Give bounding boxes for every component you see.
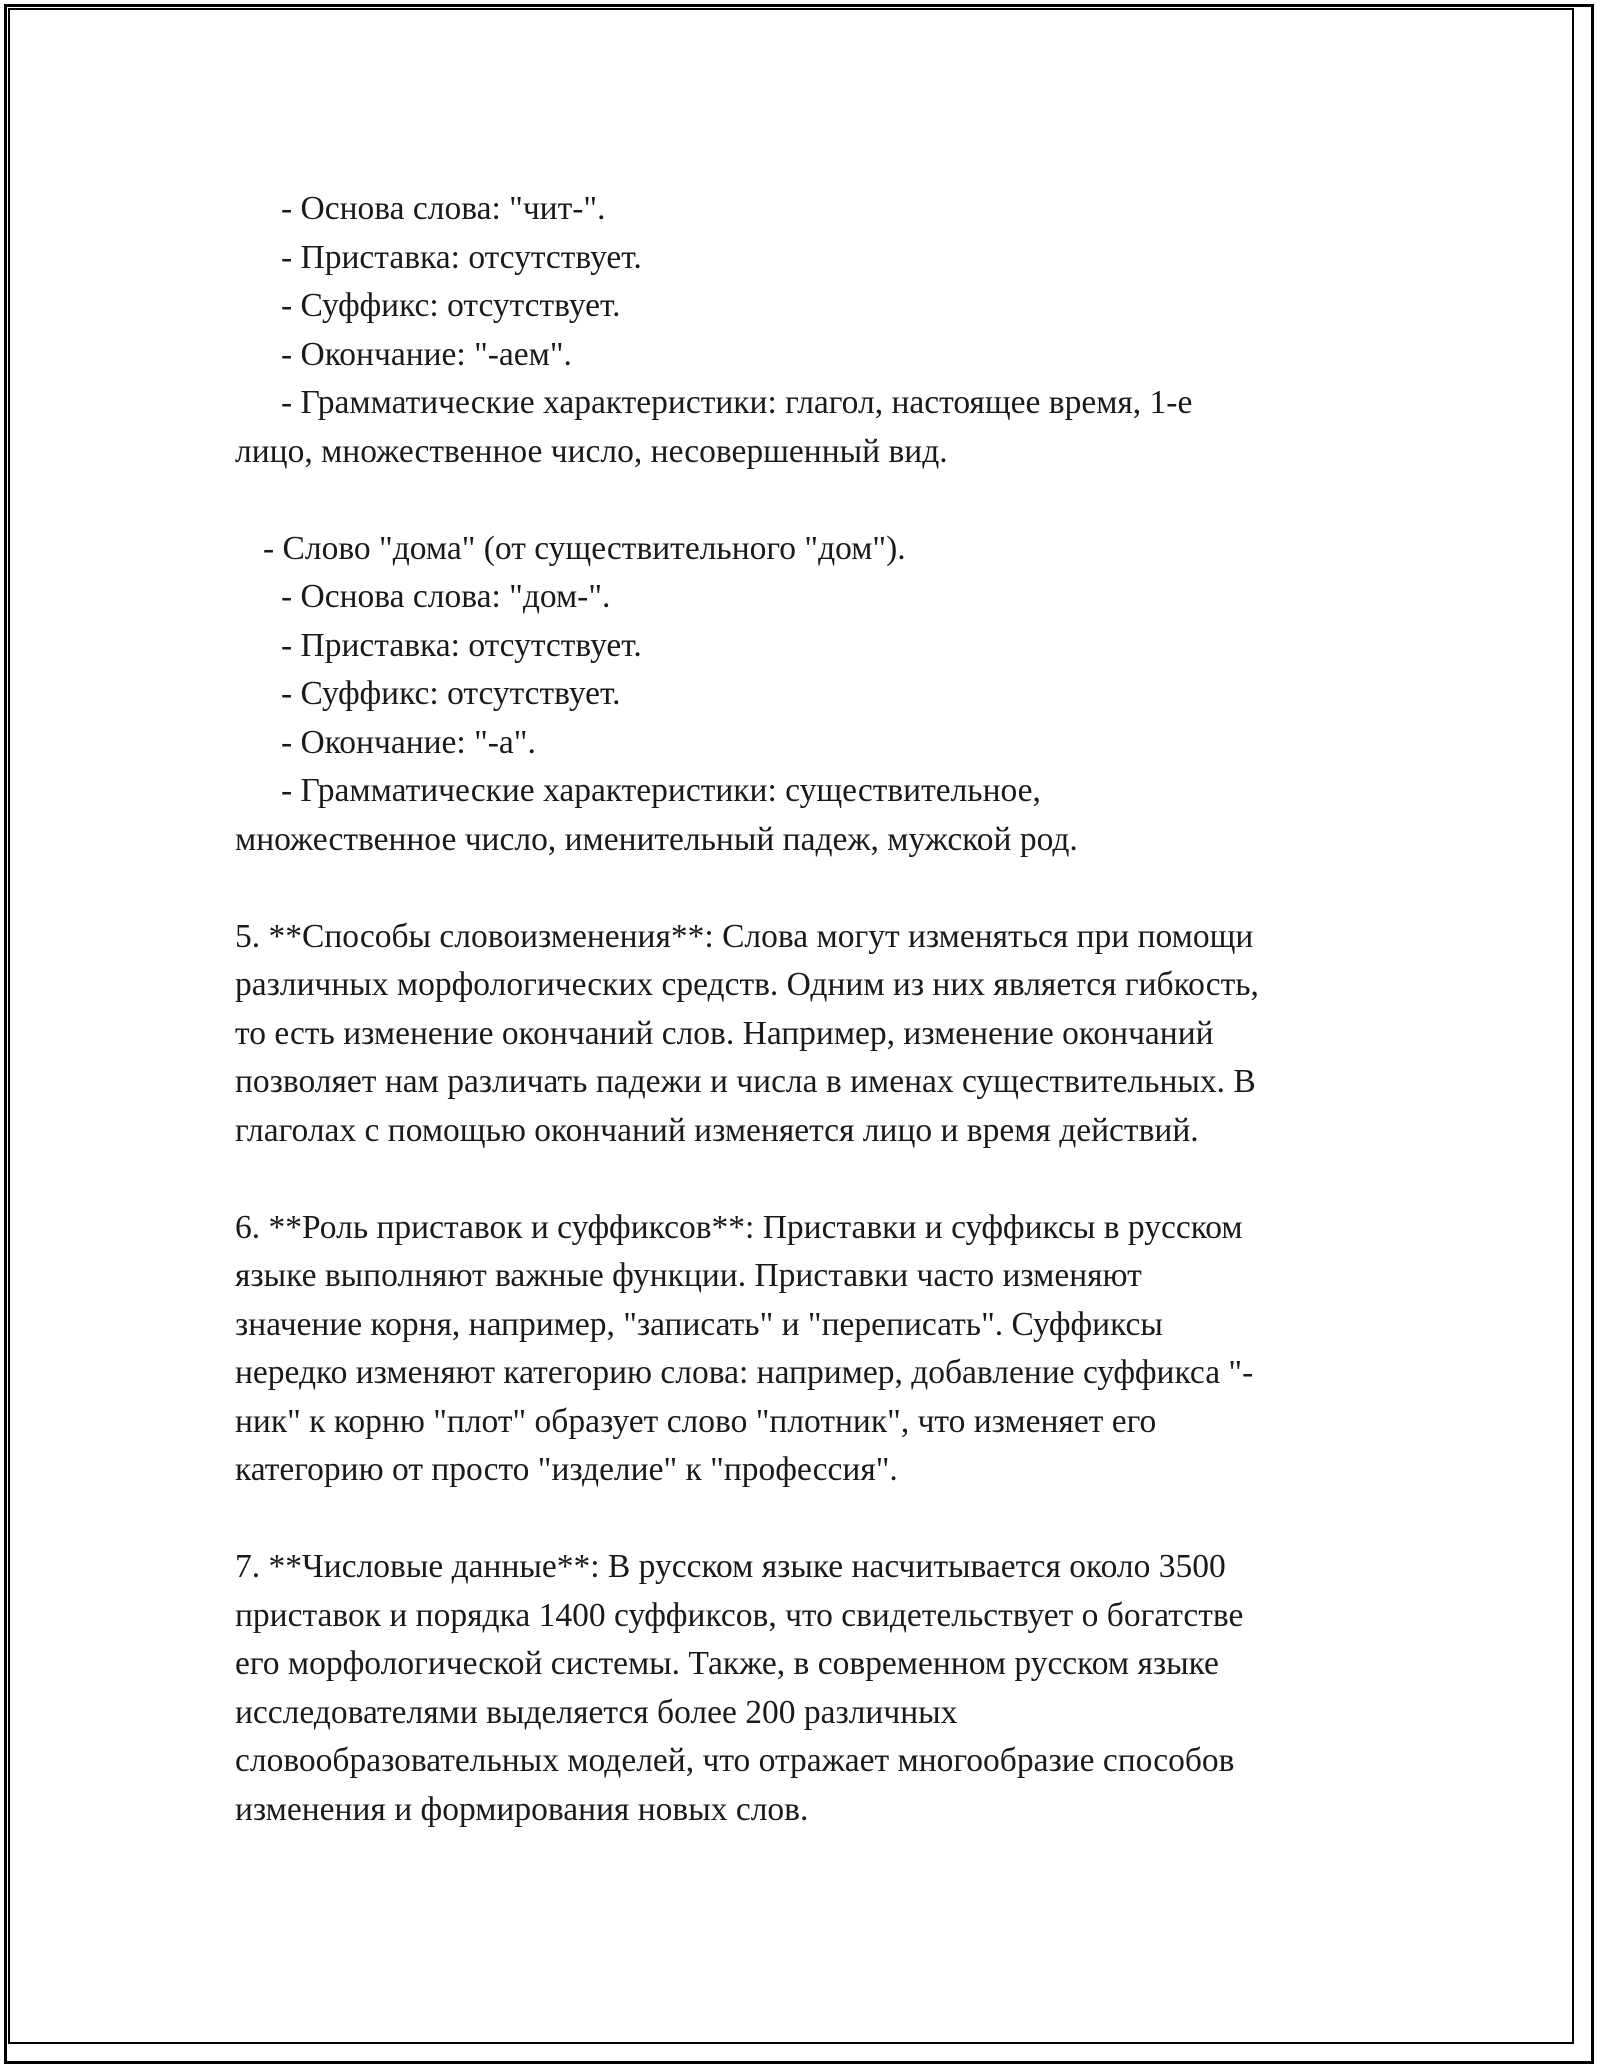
section-6-paragraph (235, 1204, 1385, 1495)
paragraph-line: приставок и порядка 1400 суффиксов, что свидетельствует о богатстве (235, 1596, 1244, 1634)
analysis-grammar-cont: множественное число, именительный падеж, мужской род. (235, 820, 1078, 858)
paragraph-line: значение корня, например, "записать" и "переписать". Суффиксы (235, 1305, 1163, 1343)
analysis-grammar: - Грамматические характеристики: существительное, (281, 772, 1041, 809)
analysis-suffix: - Суффикс: отсутствует. (281, 287, 621, 324)
paragraph-line: словообразовательных моделей, что отражает многообразие способов (235, 1742, 1235, 1779)
paragraph-line: категорию от просто "изделие" к "профессия". (235, 1451, 898, 1488)
paragraph-line: различных морфологических средств. Одним из них является гибкость, (235, 966, 1259, 1003)
paragraph-line: то есть изменение окончаний слов. Например, изменение окончаний (235, 1014, 1214, 1052)
analysis-prefix: - Приставка: отсутствует. (281, 626, 642, 664)
section-5-paragraph (235, 913, 1385, 1156)
paragraph-line: 6. **Роль приставок и суффиксов**: Приставки и суффиксы в русском (235, 1208, 1243, 1246)
analysis-ending: - Окончание: "-а". (281, 723, 536, 761)
section-7-paragraph (235, 1543, 1385, 1834)
paragraph-line: нередко изменяют категорию слова: например, добавление суффикса "- (235, 1354, 1254, 1391)
analysis-grammar: - Грамматические характеристики: глагол, настоящее время, 1-е (281, 384, 1193, 421)
paragraph-line: 5. **Способы словоизменения**: Слова могут изменяться при помощи (235, 917, 1254, 955)
analysis-suffix: - Суффикс: отсутствует. (281, 675, 621, 712)
paragraph-line: языке выполняют важные функции. Приставки часто изменяют (235, 1257, 1142, 1294)
paragraph-line: исследователями выделяется более 200 различных (235, 1693, 958, 1731)
word-analysis-doma (235, 525, 1385, 865)
analysis-grammar-cont: лицо, множественное число, несовершенный вид. (235, 432, 948, 470)
paragraph-gap (235, 476, 1385, 525)
paragraph-line: изменения и формирования новых слов. (235, 1790, 809, 1828)
analysis-stem: - Основа слова: "чит-". (281, 190, 606, 227)
analysis-stem: - Основа слова: "дом-". (281, 578, 611, 615)
paragraph-gap (235, 1155, 1385, 1204)
paragraph-line: 7. **Числовые данные**: В русском языке насчитывается около 3500 (235, 1548, 1226, 1585)
paragraph-line: позволяет нам различать падежи и числа в именах существительных. В (235, 1063, 1256, 1100)
paragraph-line: глаголах с помощью окончаний изменяется лицо и время действий. (235, 1111, 1199, 1149)
paragraph-line: ник" к корню "плот" образует слово "плотник", что изменяет его (235, 1402, 1157, 1440)
document-body (235, 185, 1385, 1834)
analysis-prefix: - Приставка: отсутствует. (281, 238, 642, 276)
analysis-ending: - Окончание: "-аем". (281, 335, 572, 373)
paragraph-line: его морфологической системы. Также, в современном русском языке (235, 1645, 1219, 1682)
paragraph-gap (235, 864, 1385, 913)
analysis-heading: - Слово "дома" (от существительного "дом"). (263, 529, 906, 567)
word-analysis-chitaem (235, 185, 1385, 476)
paragraph-gap (235, 1495, 1385, 1544)
